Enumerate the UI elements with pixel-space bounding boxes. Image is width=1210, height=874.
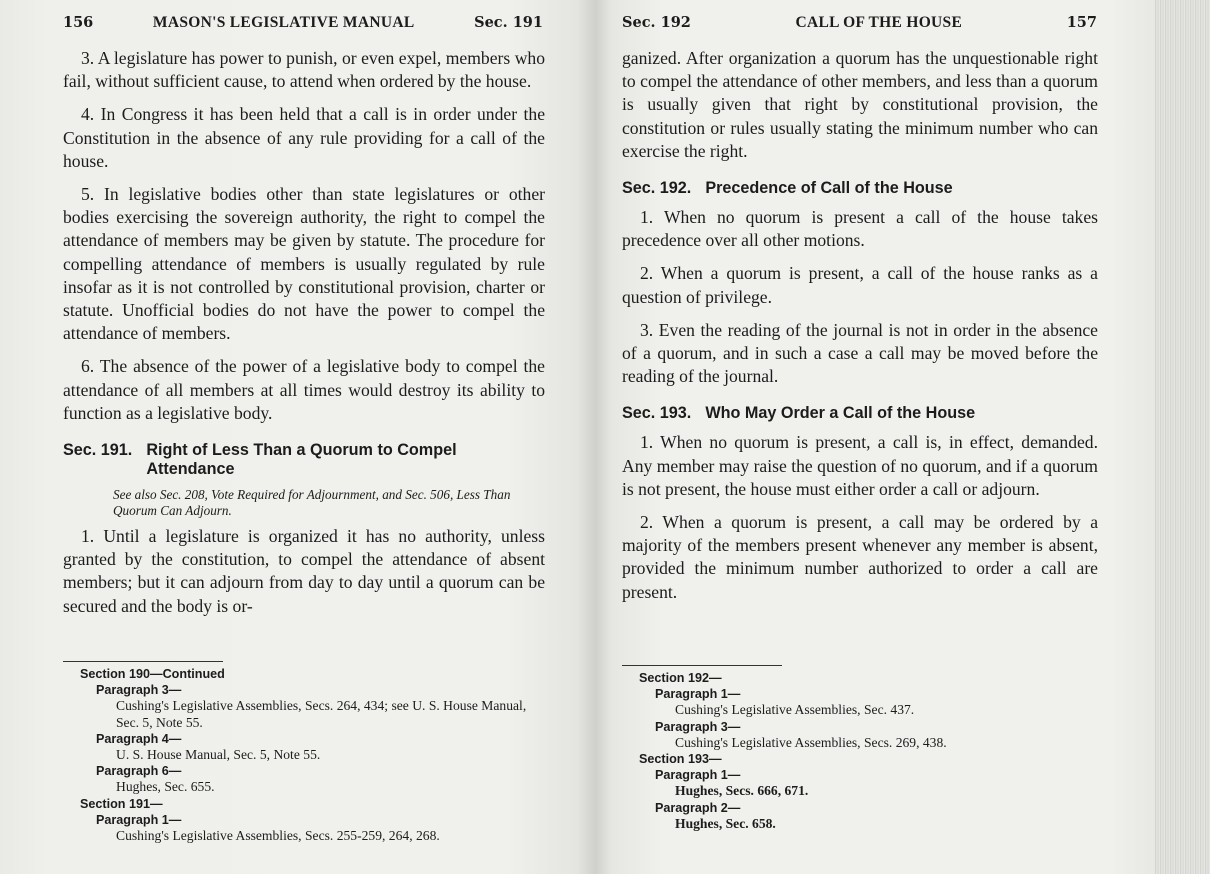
- note-citation: Hughes, Sec. 658.: [675, 815, 776, 831]
- note-paragraph-label: Paragraph 4—: [96, 731, 182, 746]
- page-edge-stack: [1155, 0, 1210, 874]
- notes-divider: [622, 665, 782, 666]
- note-section-190: Section 190—Continued: [80, 667, 225, 681]
- note-paragraph-label: Paragraph 1—: [96, 812, 182, 827]
- left-paragraph-4: 4. In Congress it has been held that a call is in order under the Constitution in the absence of any rule providing for a call of the house.: [63, 104, 545, 171]
- right-page-notes: [622, 665, 1098, 832]
- left-page-number: 156: [63, 14, 94, 31]
- section-192-paragraph-1: 1. When no quorum is present a call of the house takes precedence over all other motions.: [622, 207, 1098, 251]
- left-running-head: [63, 14, 543, 32]
- right-running-title: CALL OF THE HOUSE: [795, 14, 963, 31]
- section-191-see-also: See also Sec. 208, Vote Required for Adjournment, and Sec. 506, Less Than Quorum Can Adjourn.: [113, 487, 511, 519]
- note-citation: U. S. House Manual, Sec. 5, Note 55.: [116, 747, 321, 763]
- section-193-heading: [622, 404, 1098, 423]
- section-192-heading: [622, 179, 1098, 198]
- section-193-paragraph-1: 1. When no quorum is present, a call is, in effect, demanded. Any member may raise the question of no quorum, and if a quorum is not present, the house must either order a call or adjourn.: [622, 432, 1098, 499]
- section-193-paragraph-2: 2. When a quorum is present, a call may be ordered by a majority of the members present whenever any member is absent, provided the minimum number authorized to order a call are present.: [622, 512, 1098, 602]
- left-paragraph-3: 3. A legislature has power to punish, or even expel, members who fail, without sufficient cause, to attend when ordered by the house.: [63, 48, 545, 92]
- note-section-191: Section 191—: [80, 796, 163, 811]
- section-191-paragraph-1: 1. Until a legislature is organized it has no authority, unless granted by the constitution, to compel the attendance of absent members; but it can adjourn from day to day until a quorum can be secured and the body is or-: [63, 526, 545, 616]
- right-page-number: 157: [1066, 14, 1097, 31]
- right-running-head: [622, 14, 1097, 32]
- section-192-paragraph-2: 2. When a quorum is present, a call of the house ranks as a question of privilege.: [622, 263, 1098, 307]
- note-paragraph-label: Paragraph 6—: [96, 764, 182, 779]
- note-paragraph-label: Paragraph 3—: [655, 719, 741, 734]
- section-191-heading: [63, 441, 545, 479]
- note-paragraph-label: Paragraph 1—: [655, 687, 741, 702]
- left-body-text: [63, 47, 545, 628]
- note-citation: Hughes, Secs. 666, 671.: [675, 783, 809, 799]
- left-running-section: Sec. 191: [474, 14, 543, 31]
- note-section-192: Section 192—: [639, 671, 722, 685]
- section-192-paragraph-3: 3. Even the reading of the journal is not in order in the absence of a quorum, and in such a case a call may be moved before the reading of the journal.: [622, 319, 1098, 387]
- section-191-number: Sec. 191.: [63, 441, 133, 460]
- left-running-title: MASON'S LEGISLATIVE MANUAL: [152, 14, 415, 31]
- note-citation: Cushing's Legislative Assemblies, Secs. 264, 434; see U. S. House Manual, Sec. 5, Note 55.: [116, 698, 527, 730]
- section-191-title: Right of Less Than a Quorum to Compel Attendance: [146, 441, 457, 479]
- section-193-number: Sec. 193.: [622, 404, 692, 423]
- note-paragraph-label: Paragraph 2—: [655, 800, 741, 815]
- note-paragraph-label: Paragraph 3—: [96, 683, 182, 698]
- note-paragraph-label: Paragraph 1—: [655, 768, 741, 783]
- section-193-title: Who May Order a Call of the House: [705, 404, 976, 423]
- continuation-paragraph: ganized. After organization a quorum has the unquestionable right to compel the attendance of other members, and less than a quorum is usually given that right by constitutional provision, the constitution or rules usually stating the minimum number who can exercise the right.: [622, 48, 1098, 161]
- note-citation: Cushing's Legislative Assemblies, Secs. 255-259, 264, 268.: [116, 828, 440, 844]
- left-page-notes: [63, 661, 545, 844]
- note-citation: Hughes, Sec. 655.: [116, 779, 215, 795]
- note-citation: Cushing's Legislative Assemblies, Sec. 437.: [675, 702, 915, 718]
- note-citation: Cushing's Legislative Assemblies, Secs. 269, 438.: [675, 734, 947, 750]
- section-192-number: Sec. 192.: [622, 179, 692, 198]
- right-body-text: [622, 47, 1098, 614]
- note-section-193: Section 193—: [639, 752, 722, 767]
- left-paragraph-5: 5. In legislative bodies other than state legislatures or other bodies exercising the sovereign authority, the right to compel the attendance of members may be given by statute. The procedure for compelling attendance of members is usually regulated by rule insofar as it is not controlled by constitutional provision, charter or statute. Unofficial bodies do not have the power to compel the attendance of members.: [63, 184, 545, 344]
- right-running-section: Sec. 192: [622, 14, 691, 31]
- section-192-title: Precedence of Call of the House: [705, 179, 953, 198]
- left-page: [0, 0, 595, 874]
- notes-divider: [63, 661, 223, 662]
- left-paragraph-6: 6. The absence of the power of a legislative body to compel the attendance of all members at all times would destroy its ability to function as a legislative body.: [63, 356, 545, 423]
